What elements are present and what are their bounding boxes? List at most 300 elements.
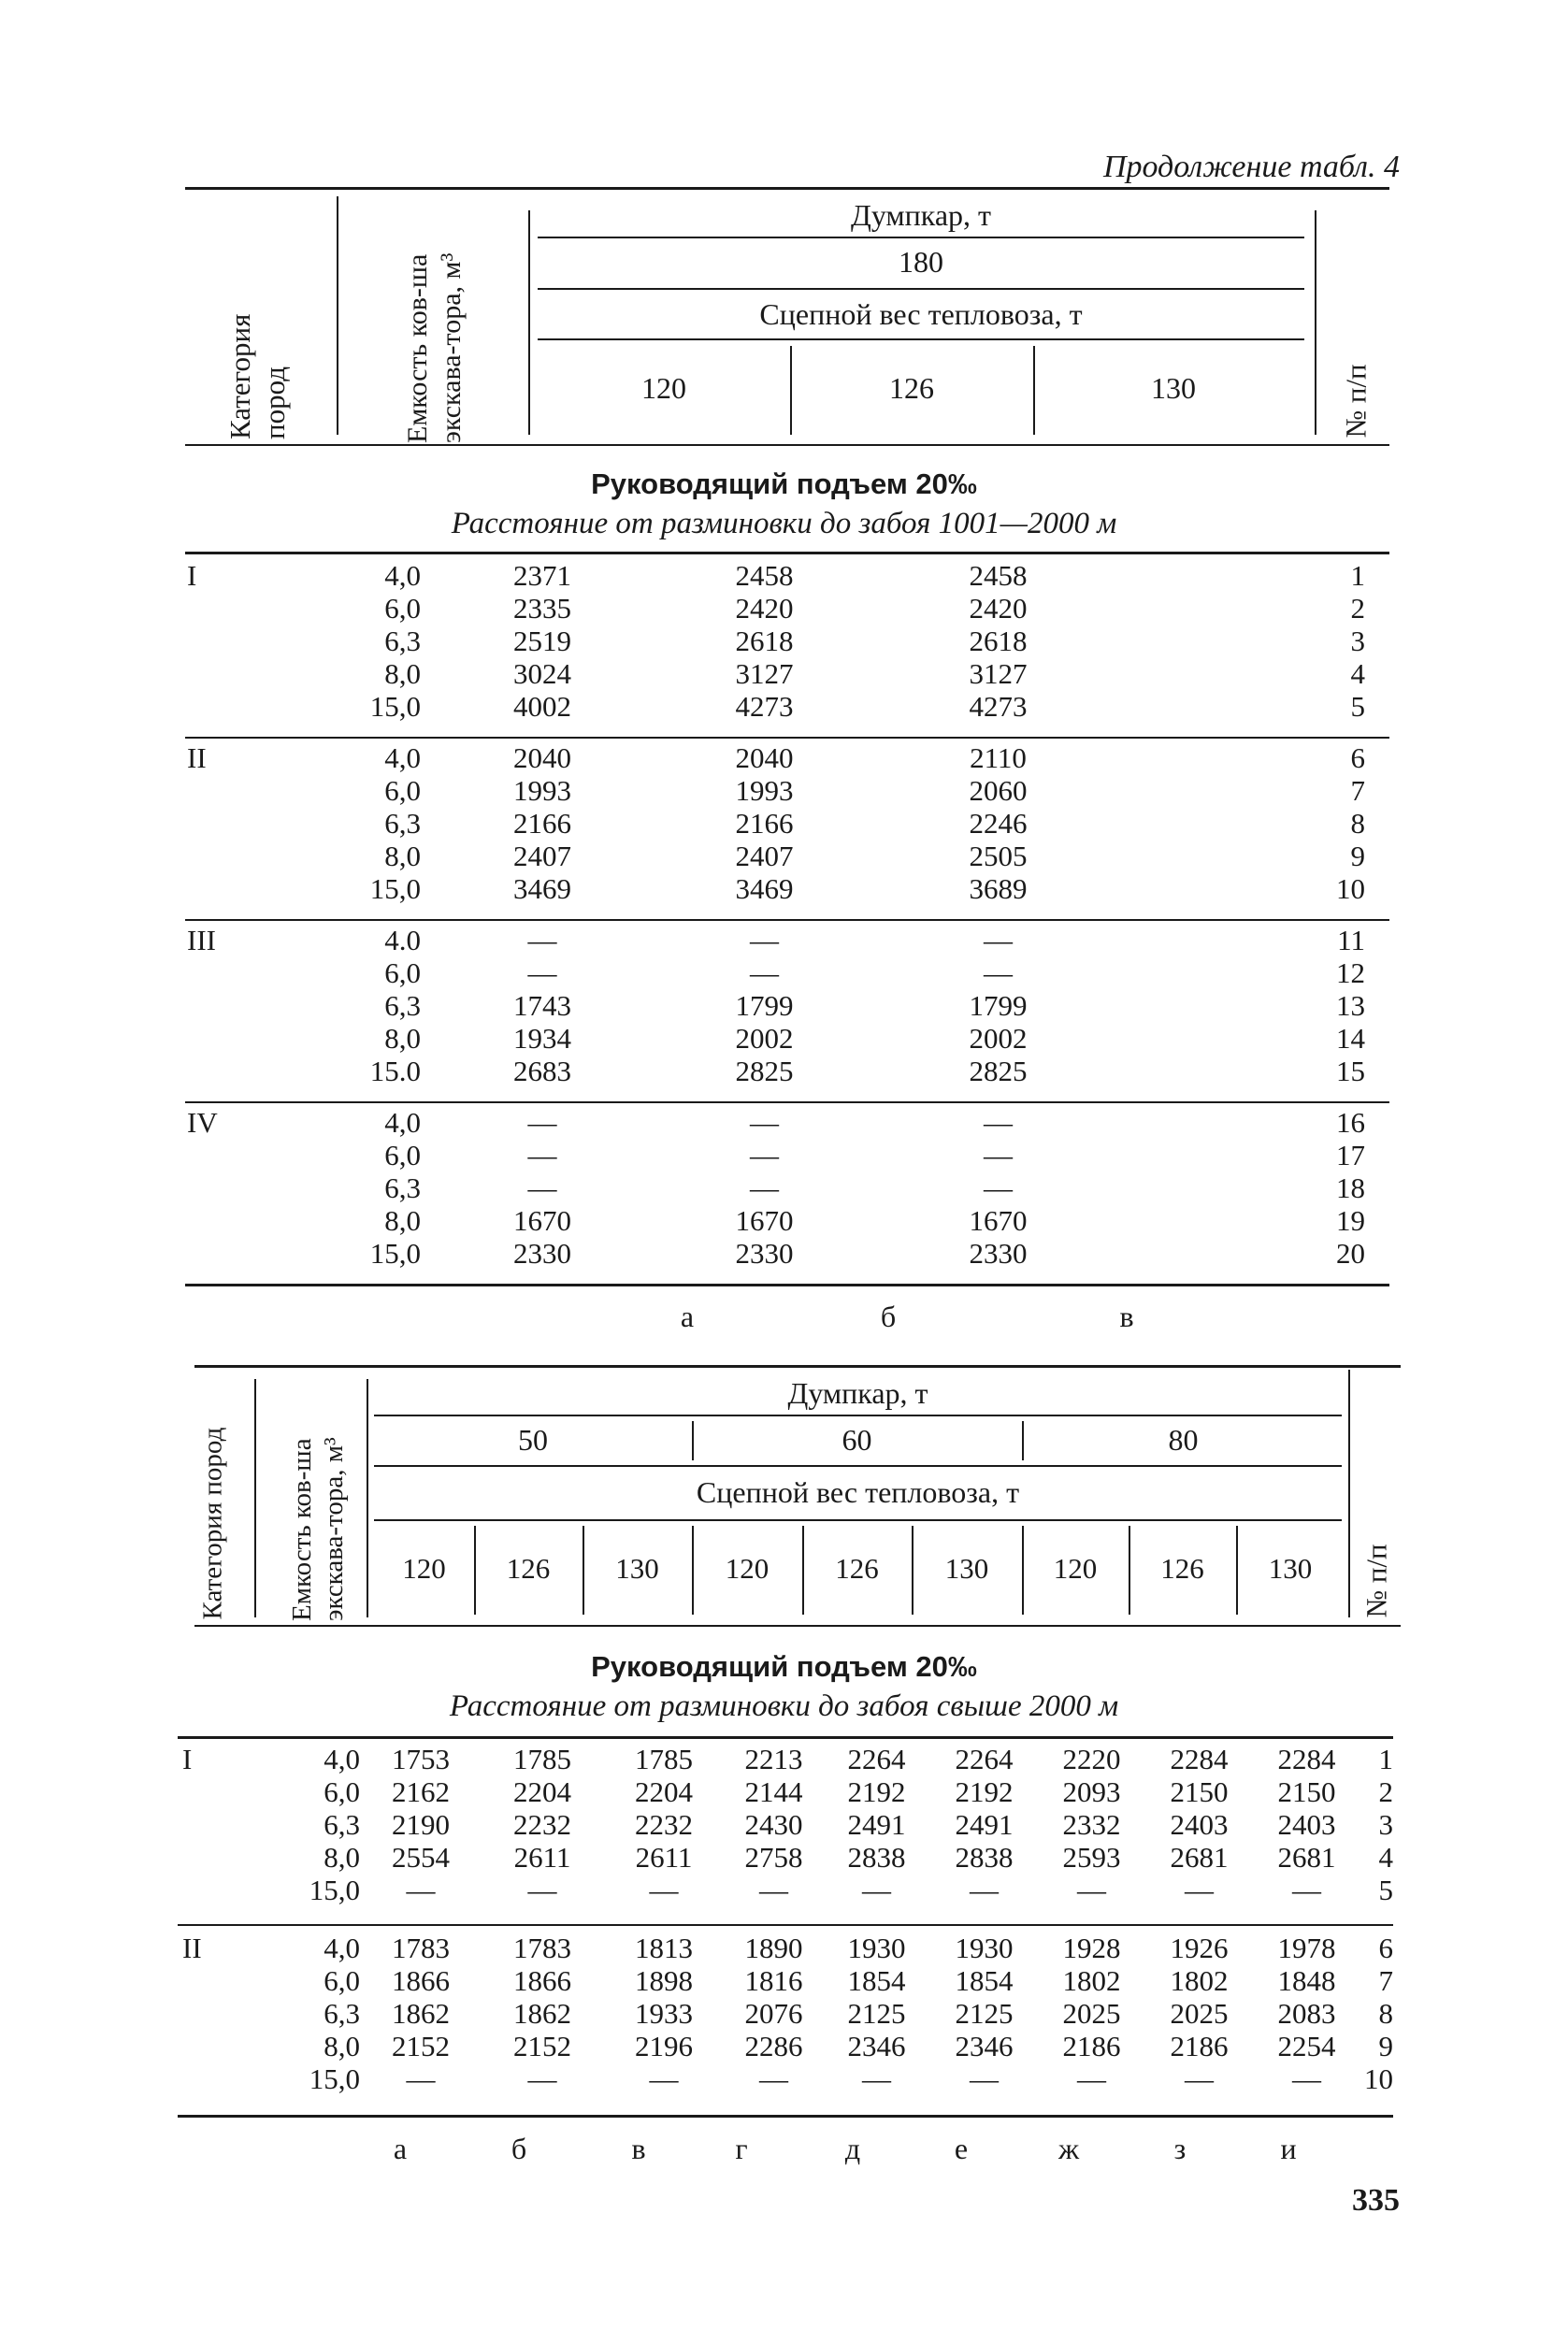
value-cell: 1866	[392, 1964, 450, 1997]
value-cell: 1848	[1277, 1964, 1336, 1997]
value-cell: 2346	[955, 2030, 1014, 2062]
value-cell: 4002	[513, 690, 571, 723]
value-cell: 2002	[969, 1022, 1028, 1055]
value-cell: —	[759, 1874, 788, 1906]
value-cell: 2838	[955, 1841, 1014, 1874]
value-cell: 2519	[513, 625, 571, 657]
table2-column-letter: ж	[1057, 2132, 1080, 2165]
value-cell: 2264	[847, 1743, 906, 1775]
row-index-cell: 17	[1336, 1139, 1365, 1171]
table2-header-loco-weight: 130	[615, 1552, 659, 1585]
value-cell: 1816	[744, 1964, 803, 1997]
table-row	[187, 657, 1365, 690]
row-index-cell: 3	[1378, 1808, 1393, 1841]
value-cell: —	[527, 2062, 557, 2095]
row-index-cell: 7	[1350, 774, 1365, 807]
category-cell	[187, 1022, 304, 1055]
value-cell: 2204	[513, 1775, 571, 1808]
value-cell: 1670	[969, 1204, 1028, 1237]
category-cell: I	[187, 559, 197, 592]
table-row	[187, 559, 1365, 592]
value-cell: —	[1185, 1874, 1214, 1906]
table2-header-index: № п/п	[1359, 1544, 1393, 1618]
table-row	[187, 1139, 1365, 1171]
row-index-cell: 7	[1378, 1964, 1393, 1997]
row-index-cell: 6	[1350, 741, 1365, 774]
value-cell: —	[406, 1874, 436, 1906]
value-cell: —	[1077, 1874, 1106, 1906]
value-cell: —	[750, 1139, 779, 1171]
category-cell	[182, 1997, 229, 2030]
category-cell	[187, 1171, 304, 1204]
value-cell: 2152	[392, 2030, 450, 2062]
value-cell: 2838	[847, 1841, 906, 1874]
row-index-cell: 4	[1378, 1841, 1393, 1874]
value-cell: 2681	[1277, 1841, 1336, 1874]
value-cell: —	[984, 1106, 1013, 1139]
row-index-cell: 10	[1336, 872, 1365, 905]
table-row	[182, 1997, 1393, 2030]
row-index-cell: 10	[1364, 2062, 1393, 2095]
row-index-cell: 1	[1378, 1743, 1393, 1775]
row-index-cell: 8	[1350, 807, 1365, 840]
table-row	[187, 625, 1365, 657]
value-cell: 2491	[955, 1808, 1014, 1841]
table1-header-dumpcar: Думпкар, т	[850, 198, 992, 232]
value-cell: —	[970, 1874, 999, 1906]
value-cell: 3127	[735, 657, 794, 690]
value-cell: 2110	[970, 741, 1027, 774]
value-cell: 2083	[1277, 1997, 1336, 2030]
table-row	[187, 840, 1365, 872]
value-cell: —	[862, 1874, 891, 1906]
value-cell: —	[750, 1106, 779, 1139]
capacity-cell: 6,0	[324, 1775, 360, 1808]
row-index-cell: 15	[1336, 1055, 1365, 1087]
value-cell: 2150	[1277, 1775, 1336, 1808]
table-row	[187, 989, 1365, 1022]
value-cell: 1934	[513, 1022, 571, 1055]
value-cell: 2192	[955, 1775, 1014, 1808]
capacity-cell: 6,3	[324, 1808, 360, 1841]
value-cell: 2330	[513, 1237, 571, 1270]
capacity-cell: 4,0	[384, 1106, 421, 1139]
value-cell: 2190	[392, 1808, 450, 1841]
row-index-cell: 9	[1350, 840, 1365, 872]
table2-column-letter: е	[954, 2132, 969, 2165]
category-cell: IV	[187, 1106, 218, 1139]
category-cell: I	[182, 1743, 193, 1775]
capacity-cell: 15,0	[369, 1237, 421, 1270]
row-index-cell: 18	[1336, 1171, 1365, 1204]
table-row	[187, 690, 1365, 723]
category-cell	[182, 2030, 229, 2062]
table1-section-subtitle: Расстояние от разминовки до забоя 1001—2000 м	[451, 507, 1117, 540]
table2-header-loco-weight: 120	[1053, 1552, 1098, 1585]
table-row	[187, 1022, 1365, 1055]
value-cell: 2420	[969, 592, 1028, 625]
value-cell: 2403	[1170, 1808, 1229, 1841]
value-cell: —	[750, 956, 779, 989]
capacity-cell: 6,0	[384, 1139, 421, 1171]
value-cell: 4273	[735, 690, 794, 723]
row-index-cell: 14	[1336, 1022, 1365, 1055]
row-index-cell: 3	[1350, 625, 1365, 657]
value-cell: 2346	[847, 2030, 906, 2062]
value-cell: 1890	[744, 1932, 803, 1964]
table-row	[182, 2062, 1393, 2095]
category-cell	[182, 1964, 229, 1997]
table1-header-loco: Сцепной вес тепловоза, т	[759, 297, 1083, 331]
value-cell: 2611	[635, 1841, 693, 1874]
value-cell: 2025	[1062, 1997, 1121, 2030]
table-row	[187, 956, 1365, 989]
capacity-cell: 4,0	[324, 1743, 360, 1775]
value-cell: 2825	[969, 1055, 1028, 1087]
capacity-cell: 8,0	[384, 657, 421, 690]
table1-header-capacity: Емкость ков-ша экскава-тора, м³	[402, 252, 467, 443]
value-cell: 2093	[1062, 1775, 1121, 1808]
table2-header-loco-weight: 126	[835, 1552, 879, 1585]
value-cell: 2458	[735, 559, 794, 592]
value-cell: —	[750, 1171, 779, 1204]
value-cell: 1854	[847, 1964, 906, 1997]
value-cell: —	[527, 1106, 557, 1139]
value-cell: 2593	[1062, 1841, 1121, 1874]
value-cell: 2166	[513, 807, 571, 840]
value-cell: 2618	[969, 625, 1028, 657]
value-cell: 1783	[513, 1932, 571, 1964]
category-cell	[187, 625, 304, 657]
value-cell: —	[984, 1139, 1013, 1171]
value-cell: 2220	[1062, 1743, 1121, 1775]
table1-header-category: Категория пород	[223, 313, 291, 439]
value-cell: 3024	[513, 657, 571, 690]
value-cell: 1854	[955, 1964, 1014, 1997]
value-cell: 1898	[635, 1964, 693, 1997]
row-index-cell: 19	[1336, 1204, 1365, 1237]
table1-letter-v: в	[1119, 1300, 1134, 1333]
row-index-cell: 20	[1336, 1237, 1365, 1270]
value-cell: 2060	[969, 774, 1028, 807]
table2-header-capacity: Емкость ков-ша экскава-тора, м³	[287, 1437, 349, 1621]
value-cell: —	[649, 1874, 679, 1906]
capacity-cell: 8,0	[324, 2030, 360, 2062]
table-row	[187, 592, 1365, 625]
category-cell: III	[187, 924, 216, 956]
table-row	[182, 1964, 1393, 1997]
table2-column-letter: и	[1280, 2132, 1297, 2165]
group-spacer	[187, 1087, 1365, 1106]
value-cell: 2166	[735, 807, 794, 840]
category-cell	[182, 1874, 229, 1906]
capacity-cell: 15,0	[369, 690, 421, 723]
value-cell: 1993	[735, 774, 794, 807]
value-cell: 2420	[735, 592, 794, 625]
table-row	[182, 1743, 1393, 1775]
value-cell: 1753	[392, 1743, 450, 1775]
value-cell: 1670	[513, 1204, 571, 1237]
value-cell: 2554	[392, 1841, 450, 1874]
value-cell: 1802	[1062, 1964, 1121, 1997]
table1-section-title: Руководящий подъем 20‰	[591, 467, 977, 500]
value-cell: —	[1077, 2062, 1106, 2095]
capacity-cell: 4,0	[384, 741, 421, 774]
value-cell: 3127	[969, 657, 1028, 690]
table-row	[187, 1204, 1365, 1237]
table2-header-dumpcar: Думпкар, т	[787, 1376, 928, 1410]
category-cell	[187, 774, 304, 807]
value-cell: —	[406, 2062, 436, 2095]
value-cell: 1928	[1062, 1932, 1121, 1964]
value-cell: —	[984, 1171, 1013, 1204]
value-cell: 2683	[513, 1055, 571, 1087]
value-cell: 1930	[847, 1932, 906, 1964]
value-cell: 1978	[1277, 1932, 1336, 1964]
capacity-cell: 4,0	[324, 1932, 360, 1964]
row-index-cell: 9	[1378, 2030, 1393, 2062]
table2-section-title: Руководящий подъем 20‰	[591, 1650, 977, 1683]
value-cell: 1862	[513, 1997, 571, 2030]
table2-column-letter: д	[844, 2132, 861, 2165]
value-cell: —	[750, 924, 779, 956]
row-index-cell: 8	[1378, 1997, 1393, 2030]
capacity-cell: 15.0	[369, 1055, 421, 1087]
table2-header-loco-weight: 130	[944, 1552, 989, 1585]
category-cell	[182, 1808, 229, 1841]
table-row	[187, 807, 1365, 840]
value-cell: —	[527, 1171, 557, 1204]
value-cell: 2025	[1170, 1997, 1229, 2030]
value-cell: 2825	[735, 1055, 794, 1087]
value-cell: 2002	[735, 1022, 794, 1055]
value-cell: —	[1292, 1874, 1321, 1906]
table1-header-dumpcar-value: 180	[899, 245, 943, 279]
table-row	[187, 1106, 1365, 1139]
value-cell: 2681	[1170, 1841, 1229, 1874]
value-cell: 1783	[392, 1932, 450, 1964]
value-cell: 2186	[1170, 2030, 1229, 2062]
value-cell: 2150	[1170, 1775, 1229, 1808]
value-cell: 1862	[392, 1997, 450, 2030]
category-cell: II	[187, 741, 207, 774]
value-cell: 2254	[1277, 2030, 1336, 2062]
row-index-cell: 1	[1350, 559, 1365, 592]
value-cell: 2611	[513, 1841, 571, 1874]
capacity-cell: 6,0	[384, 956, 421, 989]
value-cell: —	[862, 2062, 891, 2095]
value-cell: 2196	[635, 2030, 693, 2062]
row-index-cell: 16	[1336, 1106, 1365, 1139]
row-index-cell: 12	[1336, 956, 1365, 989]
value-cell: 1670	[735, 1204, 794, 1237]
table-row	[187, 1237, 1365, 1270]
table-row	[182, 1841, 1393, 1874]
table2-column-letter: з	[1173, 2132, 1187, 2165]
category-cell	[187, 1055, 304, 1087]
value-cell: —	[984, 924, 1013, 956]
value-cell: 2264	[955, 1743, 1014, 1775]
table2-header-dumpcar-50: 50	[518, 1423, 548, 1457]
table1-letter-b: б	[880, 1300, 897, 1333]
capacity-cell: 6,3	[324, 1997, 360, 2030]
value-cell: 2232	[513, 1808, 571, 1841]
value-cell: —	[759, 2062, 788, 2095]
value-cell: 2332	[1062, 1808, 1121, 1841]
table2-header-loco: Сцепной вес тепловоза, т	[696, 1475, 1020, 1509]
table-row	[187, 774, 1365, 807]
row-index-cell: 2	[1350, 592, 1365, 625]
value-cell: 2407	[735, 840, 794, 872]
value-cell: —	[649, 2062, 679, 2095]
table1-body	[187, 559, 1365, 1270]
table2-header-dumpcar-80: 80	[1168, 1423, 1199, 1457]
row-index-cell: 5	[1378, 1874, 1393, 1906]
value-cell: 1926	[1170, 1932, 1229, 1964]
category-cell: II	[182, 1932, 202, 1964]
value-cell: —	[527, 924, 557, 956]
capacity-cell: 15,0	[309, 1874, 360, 1906]
value-cell: 2125	[955, 1997, 1014, 2030]
table2-header-category: Категория пород	[197, 1427, 228, 1620]
table2-body	[182, 1743, 1393, 2095]
value-cell: 1813	[635, 1932, 693, 1964]
value-cell: —	[1292, 2062, 1321, 2095]
table2-column-letter: а	[393, 2132, 408, 2165]
table-row	[182, 1874, 1393, 1906]
capacity-cell: 4,0	[384, 559, 421, 592]
value-cell: 1799	[735, 989, 794, 1022]
group-spacer	[182, 1906, 1393, 1932]
table2-header-loco-weight: 120	[402, 1552, 446, 1585]
row-index-cell: 6	[1378, 1932, 1393, 1964]
table1-header-index: № п/п	[1339, 364, 1373, 438]
category-cell	[187, 807, 304, 840]
category-cell	[187, 1204, 304, 1237]
capacity-cell: 6,0	[324, 1964, 360, 1997]
table1-header-loco-120: 120	[641, 371, 686, 405]
table2-column-letter: в	[631, 2132, 646, 2165]
table2-column-letter: б	[511, 2132, 527, 2165]
value-cell: 2491	[847, 1808, 906, 1841]
value-cell: 1743	[513, 989, 571, 1022]
group-spacer	[187, 723, 1365, 741]
row-index-cell: 13	[1336, 989, 1365, 1022]
row-index-cell: 11	[1337, 924, 1365, 956]
value-cell: —	[984, 956, 1013, 989]
category-cell	[182, 1775, 229, 1808]
table-caption: Продолжение табл. 4	[1102, 150, 1400, 184]
value-cell: 2286	[744, 2030, 803, 2062]
value-cell: 2246	[969, 807, 1028, 840]
value-cell: 2162	[392, 1775, 450, 1808]
page-number: 335	[1352, 2183, 1400, 2218]
capacity-cell: 6,3	[384, 989, 421, 1022]
capacity-cell: 6,3	[384, 1171, 421, 1204]
value-cell: 1802	[1170, 1964, 1229, 1997]
table2-header-loco-weight: 120	[725, 1552, 770, 1585]
row-index-cell: 4	[1350, 657, 1365, 690]
value-cell: 1799	[969, 989, 1028, 1022]
table-row	[187, 1171, 1365, 1204]
value-cell: 2403	[1277, 1808, 1336, 1841]
category-cell	[187, 1237, 304, 1270]
value-cell: 2430	[744, 1808, 803, 1841]
category-cell	[182, 2062, 229, 2095]
value-cell: 2232	[635, 1808, 693, 1841]
value-cell: —	[970, 2062, 999, 2095]
category-cell	[187, 840, 304, 872]
value-cell: 1930	[955, 1932, 1014, 1964]
value-cell: 2040	[735, 741, 794, 774]
value-cell: 1785	[513, 1743, 571, 1775]
group-spacer	[187, 905, 1365, 924]
table-row	[182, 2030, 1393, 2062]
category-cell	[187, 592, 304, 625]
table2-header-loco-weight: 126	[1160, 1552, 1204, 1585]
value-cell: 2213	[744, 1743, 803, 1775]
value-cell: 4273	[969, 690, 1028, 723]
capacity-cell: 6,0	[384, 774, 421, 807]
value-cell: 2505	[969, 840, 1028, 872]
value-cell: 2186	[1062, 2030, 1121, 2062]
table2-header-loco-weight: 130	[1268, 1552, 1313, 1585]
value-cell: 2192	[847, 1775, 906, 1808]
category-cell	[187, 956, 304, 989]
row-index-cell: 5	[1350, 690, 1365, 723]
capacity-cell: 4.0	[384, 924, 421, 956]
value-cell: 2204	[635, 1775, 693, 1808]
table-row	[187, 1055, 1365, 1087]
capacity-cell: 8,0	[384, 840, 421, 872]
value-cell: 2371	[513, 559, 571, 592]
value-cell: —	[1185, 2062, 1214, 2095]
capacity-cell: 15,0	[369, 872, 421, 905]
value-cell: 3469	[513, 872, 571, 905]
table2-column-letter: г	[735, 2132, 748, 2165]
value-cell: 2407	[513, 840, 571, 872]
value-cell: 2144	[744, 1775, 803, 1808]
value-cell: —	[527, 1139, 557, 1171]
value-cell: 1993	[513, 774, 571, 807]
capacity-cell: 6,0	[384, 592, 421, 625]
category-cell	[187, 690, 304, 723]
value-cell: 2152	[513, 2030, 571, 2062]
value-cell: 2076	[744, 1997, 803, 2030]
value-cell: 2758	[744, 1841, 803, 1874]
value-cell: 2458	[969, 559, 1028, 592]
capacity-cell: 6,3	[384, 625, 421, 657]
capacity-cell: 15,0	[309, 2062, 360, 2095]
value-cell: 2284	[1170, 1743, 1229, 1775]
category-cell	[187, 872, 304, 905]
table1-letter-a: а	[680, 1300, 695, 1333]
row-index-cell: 2	[1378, 1775, 1393, 1808]
value-cell: 2335	[513, 592, 571, 625]
table1-header-loco-130: 130	[1151, 371, 1196, 405]
table2-header-loco-weight: 126	[506, 1552, 551, 1585]
capacity-cell: 8,0	[384, 1022, 421, 1055]
table-row	[182, 1808, 1393, 1841]
table2-section-subtitle: Расстояние от разминовки до забоя свыше 2000 м	[449, 1689, 1119, 1723]
value-cell: —	[527, 956, 557, 989]
value-cell: 2330	[969, 1237, 1028, 1270]
category-cell	[182, 1841, 229, 1874]
value-cell: 3469	[735, 872, 794, 905]
table-row	[187, 872, 1365, 905]
value-cell: 2618	[735, 625, 794, 657]
table-row	[182, 1775, 1393, 1808]
